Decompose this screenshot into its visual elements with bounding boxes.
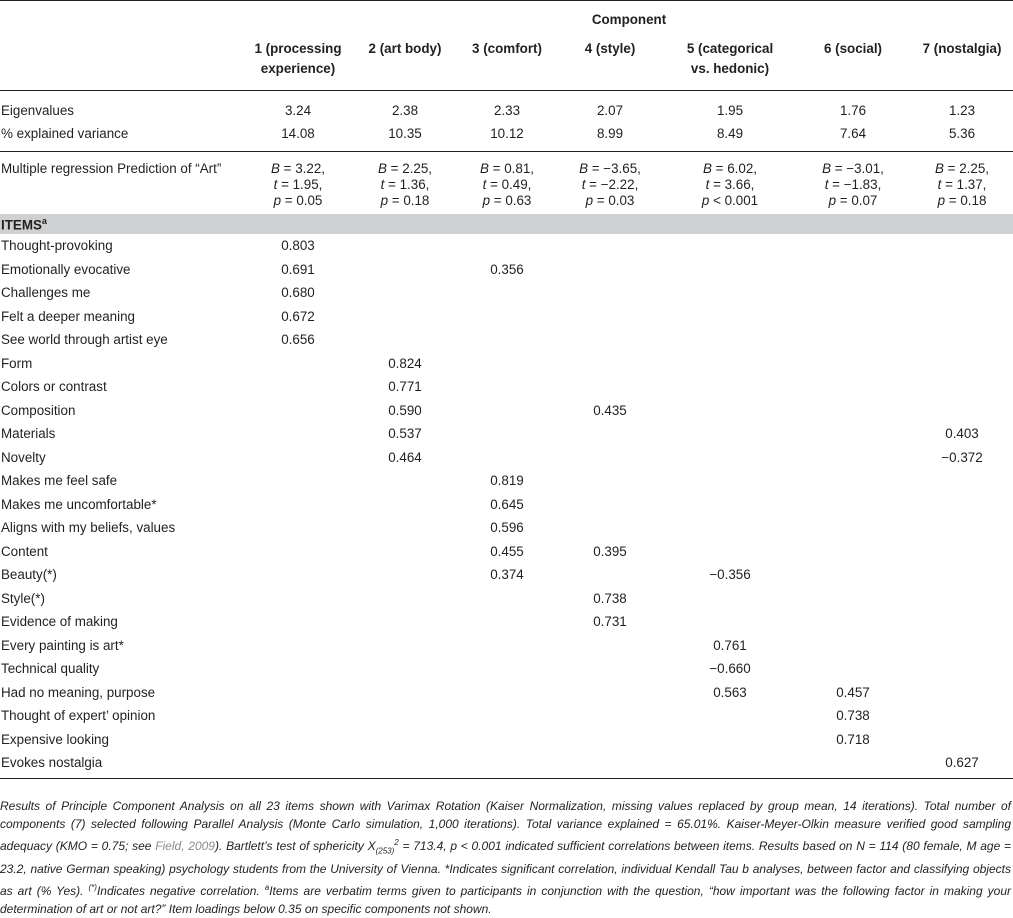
loading-cell: 0.761 <box>713 637 747 653</box>
loading-cell <box>795 281 911 305</box>
table-body <box>0 1 1013 779</box>
eigenvalue-4: 2.07 <box>596 103 624 118</box>
loading-cell <box>795 469 911 493</box>
eigenvalue-6: 1.76 <box>839 103 867 118</box>
loading-cell <box>911 587 1013 611</box>
loading-cell: 0.590 <box>388 402 422 418</box>
loading-cell <box>555 704 665 728</box>
table-row <box>0 493 1013 517</box>
item-name: Felt a deeper meaning <box>1 308 135 324</box>
column-header-7: 7 (nostalgia) <box>911 37 1013 91</box>
table-row <box>0 681 1013 705</box>
table-row <box>0 634 1013 658</box>
table-row <box>0 657 1013 681</box>
item-name: Composition <box>1 402 76 418</box>
loading-cell <box>665 258 795 282</box>
loading-cell: −0.660 <box>709 661 751 677</box>
loading-cell <box>665 540 795 564</box>
loading-cell <box>795 493 911 517</box>
loading-cell <box>795 258 911 282</box>
item-name: Had no meaning, purpose <box>1 684 156 700</box>
loading-cell <box>911 328 1013 352</box>
loading-cell <box>795 375 911 399</box>
item-name: Content <box>1 543 48 559</box>
loading-cell <box>351 681 459 705</box>
loading-cell <box>911 657 1013 681</box>
loading-cell: 0.731 <box>593 614 627 630</box>
table-row <box>0 516 1013 540</box>
loading-cell: −0.356 <box>709 567 751 583</box>
loading-cell <box>911 728 1013 752</box>
loading-cell <box>245 751 351 778</box>
loading-cell <box>911 540 1013 564</box>
loading-cell <box>351 704 459 728</box>
loading-cell <box>795 352 911 376</box>
loading-cell <box>665 728 795 752</box>
loading-cell: 0.738 <box>593 590 627 606</box>
loading-cell <box>665 281 795 305</box>
loading-cell <box>555 375 665 399</box>
table-row <box>0 540 1013 564</box>
loading-cell <box>911 469 1013 493</box>
eigenvalue-2: 2.38 <box>391 103 419 118</box>
loading-cell <box>351 751 459 778</box>
loading-cell <box>351 610 459 634</box>
item-name: Beauty(*) <box>1 567 57 583</box>
loading-cell <box>555 493 665 517</box>
column-header-3: 3 (comfort) <box>459 37 555 91</box>
loading-cell <box>555 328 665 352</box>
item-name: Expensive looking <box>1 731 109 747</box>
table-row <box>0 469 1013 493</box>
component-header-row <box>0 1 1013 38</box>
loading-cell <box>795 540 911 564</box>
loading-cell: 0.645 <box>490 496 524 512</box>
loading-cell <box>665 587 795 611</box>
loading-cell <box>351 469 459 493</box>
loading-cell <box>555 305 665 329</box>
loading-cell <box>665 352 795 376</box>
loading-cell <box>795 610 911 634</box>
table-footnote: Results of Principle Component Analysis on all 23 items shown with Varimax Rotation (Kaiser Normalization, missing values replaced by group mean, 14 iterations). Total number of components (7) selected following Parallel Analysis (Monte Carlo simulation, 1,000 iterations). Total variance explained = 65.01%. Kaiser-Meyer-Olkin measure verified good sampling adequacy (KMO = 0.75; see Field, 2009). Bartlett’s test of sphericity $X_{(253)}^2 = 713.4$, p < 0.001 indicated sufficient correlations between items. Results based on N = 114 (80 female, M age = 23.2, native German speaking) psychology students from the University of Vienna. *Indicates significant correlation, individual Kendall Tau b analyses, between factor and classifying objects as art (% Yes). (*)Indicates negative correlation. $^a$Items are verbatim terms given to participants in conjunction with the question, “how important was the following factor in making your determination of art or not art?” Item loadings below 0.35 on specific components not shown. <box>0 799 1012 916</box>
loading-cell <box>555 281 665 305</box>
loading-cell <box>911 375 1013 399</box>
loading-cell <box>351 516 459 540</box>
table-row <box>0 587 1013 611</box>
loading-cell <box>665 422 795 446</box>
loading-cell <box>245 634 351 658</box>
regression-stat-5: B = 6.02, t = 3.66, p < 0.001 <box>701 161 759 208</box>
loading-cell: 0.455 <box>490 543 524 559</box>
loading-cell <box>459 328 555 352</box>
loading-cell <box>351 563 459 587</box>
loading-cell <box>245 493 351 517</box>
loading-cell <box>911 634 1013 658</box>
loading-cell <box>459 587 555 611</box>
table-row <box>0 446 1013 470</box>
variance-row <box>0 122 1013 152</box>
loading-cell <box>795 305 911 329</box>
loading-cell <box>911 258 1013 282</box>
table-row <box>0 399 1013 423</box>
item-name: Form <box>1 355 33 371</box>
table-row <box>0 563 1013 587</box>
regression-label: Multiple regression Prediction of “Art” <box>1 161 222 176</box>
column-header-6: 6 (social) <box>795 37 911 91</box>
loading-cell: 0.563 <box>713 684 747 700</box>
loading-cell <box>665 446 795 470</box>
table-row <box>0 751 1013 778</box>
loading-cell <box>555 751 665 778</box>
loading-cell <box>665 751 795 778</box>
variance-value-4: 8.99 <box>555 122 665 152</box>
loading-cell <box>555 563 665 587</box>
loading-cell <box>459 352 555 376</box>
component-header: Component <box>245 1 1013 38</box>
eigenvalue-5: 1.95 <box>716 103 744 118</box>
table-row <box>0 352 1013 376</box>
regression-stat-3: B = 0.81, t = 0.49, p = 0.63 <box>480 161 534 208</box>
items-header-row <box>0 214 1013 234</box>
loading-cell <box>665 375 795 399</box>
item-name: Technical quality <box>1 661 100 677</box>
variance-value-6: 7.64 <box>795 122 911 152</box>
loading-cell <box>351 305 459 329</box>
loading-cell: 0.771 <box>388 379 422 395</box>
loading-cell <box>665 234 795 258</box>
loading-cell: 0.656 <box>281 332 315 348</box>
regression-stat-7: B = 2.25, t = 1.37, p = 0.18 <box>935 161 989 208</box>
loading-cell <box>245 422 351 446</box>
table-row <box>0 305 1013 329</box>
loading-cell <box>351 234 459 258</box>
loading-cell <box>911 563 1013 587</box>
loading-cell <box>245 563 351 587</box>
loading-cell <box>351 258 459 282</box>
loading-cell <box>351 657 459 681</box>
loading-cell: 0.691 <box>281 261 315 277</box>
loading-cell <box>911 493 1013 517</box>
item-name: Challenges me <box>1 285 91 301</box>
variance-value-7: 5.36 <box>911 122 1013 152</box>
loading-cell <box>351 281 459 305</box>
loading-cell <box>795 751 911 778</box>
loading-cell <box>245 469 351 493</box>
regression-row <box>0 152 1013 215</box>
loading-cell <box>795 422 911 446</box>
loading-cell <box>911 352 1013 376</box>
loading-cell <box>795 399 911 423</box>
loading-cell <box>795 446 911 470</box>
table-row <box>0 422 1013 446</box>
loading-cell <box>795 328 911 352</box>
table-row <box>0 328 1013 352</box>
loading-cell <box>665 328 795 352</box>
loading-cell <box>555 234 665 258</box>
eigenvalue-3: 2.33 <box>493 103 521 118</box>
loading-cell: 0.435 <box>593 402 627 418</box>
loading-cell: 0.537 <box>388 426 422 442</box>
loading-cell: 0.803 <box>281 238 315 254</box>
table-row <box>0 728 1013 752</box>
loading-cell <box>459 681 555 705</box>
eigenvalue-1: 3.24 <box>284 103 312 118</box>
item-name: Novelty <box>1 449 46 465</box>
loading-cell <box>351 728 459 752</box>
loading-cell <box>245 681 351 705</box>
loading-cell <box>555 258 665 282</box>
loading-cell <box>795 563 911 587</box>
loading-cell <box>459 305 555 329</box>
table-row <box>0 281 1013 305</box>
citation-link[interactable]: Field, 2009 <box>155 838 215 853</box>
item-name: Every painting is art* <box>1 637 124 653</box>
variance-value-3: 10.12 <box>459 122 555 152</box>
table-row <box>0 704 1013 728</box>
loading-cell <box>555 422 665 446</box>
loading-cell <box>911 610 1013 634</box>
loading-cell <box>911 681 1013 705</box>
regression-stat-4: B = −3.65, t = −2.22, p = 0.03 <box>579 161 641 208</box>
loading-cell <box>795 634 911 658</box>
loading-cell <box>795 234 911 258</box>
loading-cell: 0.356 <box>490 261 524 277</box>
table-row <box>0 375 1013 399</box>
loading-cell <box>665 493 795 517</box>
loading-cell <box>459 281 555 305</box>
column-header-2: 2 (art body) <box>351 37 459 91</box>
loading-cell <box>911 305 1013 329</box>
column-header-4: 4 (style) <box>555 37 665 91</box>
variance-value-2: 10.35 <box>351 122 459 152</box>
loading-cell: 0.738 <box>836 708 870 724</box>
loading-cell <box>245 352 351 376</box>
loading-cell <box>555 446 665 470</box>
loading-cell <box>911 704 1013 728</box>
regression-stat-1: B = 3.22, t = 1.95, p = 0.05 <box>271 161 325 208</box>
loading-cell <box>459 657 555 681</box>
variance-label: % explained variance <box>0 122 245 152</box>
loading-cell <box>245 610 351 634</box>
loading-cell <box>245 516 351 540</box>
loading-cell <box>459 751 555 778</box>
items-header: ITEMS$^a$ <box>0 214 245 234</box>
loading-cell <box>665 305 795 329</box>
loading-cell <box>911 281 1013 305</box>
loading-cell <box>555 634 665 658</box>
loading-cell <box>555 516 665 540</box>
item-name: Aligns with my beliefs, values <box>1 520 176 536</box>
loading-cell <box>245 375 351 399</box>
loading-cell <box>911 234 1013 258</box>
regression-stat-2: B = 2.25, t = 1.36, p = 0.18 <box>378 161 432 208</box>
column-header-5: 5 (categorical vs. hedonic) <box>665 37 795 91</box>
item-name: Makes me uncomfortable* <box>1 496 157 512</box>
item-name: Thought of expert’ opinion <box>1 708 156 724</box>
loading-cell <box>245 587 351 611</box>
loading-cell <box>555 681 665 705</box>
loading-cell <box>459 399 555 423</box>
loading-cell <box>555 469 665 493</box>
loading-cell <box>795 657 911 681</box>
loading-cell <box>665 516 795 540</box>
loading-cell <box>555 657 665 681</box>
loading-cell: 0.457 <box>836 684 870 700</box>
loading-cell <box>351 328 459 352</box>
loading-cell <box>245 657 351 681</box>
loading-cell <box>665 469 795 493</box>
loading-cell: −0.372 <box>941 449 983 465</box>
loading-cell: 0.824 <box>388 355 422 371</box>
item-name: Emotionally evocative <box>1 261 131 277</box>
item-name: See world through artist eye <box>1 332 168 348</box>
loading-cell: 0.395 <box>593 543 627 559</box>
loading-cell: 0.680 <box>281 285 315 301</box>
item-name: Evidence of making <box>1 614 118 630</box>
loading-cell <box>665 704 795 728</box>
loading-cell <box>665 610 795 634</box>
loading-cell: 0.672 <box>281 308 315 324</box>
column-header-1: 1 (processing experience) <box>245 37 351 91</box>
loading-cell <box>245 446 351 470</box>
eigenvalues-row <box>0 91 1013 123</box>
loading-cell <box>459 446 555 470</box>
loading-cell: 0.403 <box>945 426 979 442</box>
loading-cell <box>351 540 459 564</box>
loading-cell <box>459 634 555 658</box>
table-row <box>0 258 1013 282</box>
table-row <box>0 610 1013 634</box>
loading-cell <box>245 399 351 423</box>
loading-cell <box>555 352 665 376</box>
loading-cell <box>459 728 555 752</box>
loading-cell <box>911 399 1013 423</box>
loading-cell: 0.718 <box>836 731 870 747</box>
eigenvalues-label: Eigenvalues <box>1 103 74 118</box>
loading-cell <box>555 728 665 752</box>
loading-cell <box>911 516 1013 540</box>
loading-cell <box>245 540 351 564</box>
item-name: Makes me feel safe <box>1 473 118 489</box>
loading-cell <box>459 422 555 446</box>
loading-cell <box>665 399 795 423</box>
loading-cell: 0.627 <box>911 751 1013 778</box>
item-name: Colors or contrast <box>1 379 107 395</box>
column-header-row <box>0 37 1013 91</box>
loading-cell <box>459 610 555 634</box>
loading-cell <box>245 728 351 752</box>
item-name: Style(*) <box>1 590 45 606</box>
regression-stat-6: B = −3.01, t = −1.83, p = 0.07 <box>822 161 884 208</box>
item-name: Evokes nostalgia <box>0 751 245 778</box>
loading-cell <box>795 587 911 611</box>
loading-cell <box>459 234 555 258</box>
table-row <box>0 234 1013 258</box>
loading-cell <box>459 704 555 728</box>
loading-cell <box>351 634 459 658</box>
loading-cell: 0.819 <box>490 473 524 489</box>
variance-value-1: 14.08 <box>245 122 351 152</box>
loading-cell <box>351 587 459 611</box>
item-name: Thought-provoking <box>1 238 113 254</box>
loading-cell: 0.374 <box>490 567 524 583</box>
variance-value-5: 8.49 <box>665 122 795 152</box>
loading-cell <box>459 375 555 399</box>
item-name: Materials <box>1 426 56 442</box>
loading-cell <box>245 704 351 728</box>
loading-cell <box>795 516 911 540</box>
eigenvalue-7: 1.23 <box>948 103 976 118</box>
loading-cell: 0.596 <box>490 520 524 536</box>
loading-cell: 0.464 <box>388 449 422 465</box>
loading-cell <box>351 493 459 517</box>
